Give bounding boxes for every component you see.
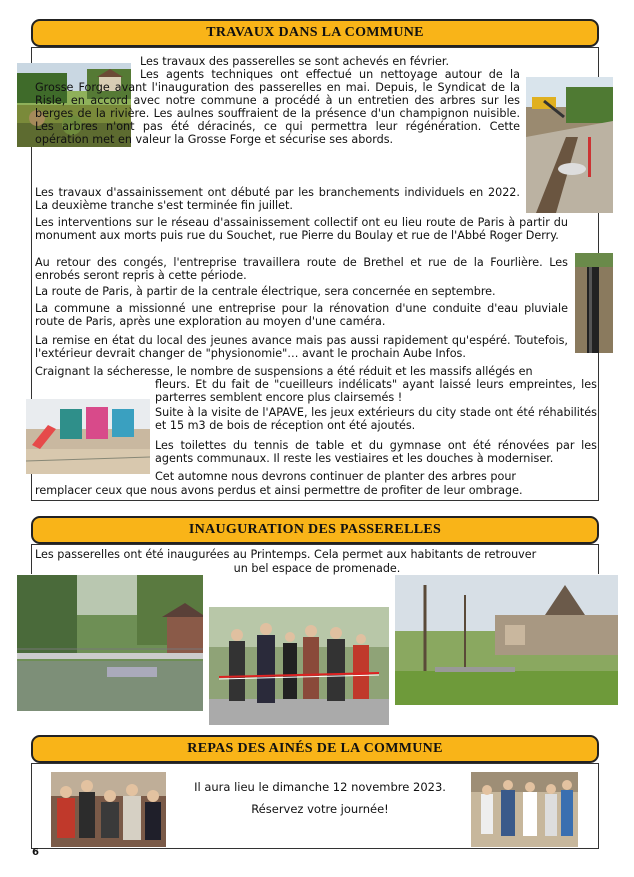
photo-conduite <box>575 253 613 353</box>
p1: Les travaux des passerelles se sont achevés en février. <box>140 55 450 68</box>
photo-inauguration-ruban <box>209 607 389 725</box>
repas-line2: Réservez votre journée! <box>251 802 389 816</box>
photo-aines-groupe <box>51 772 166 847</box>
p8: La remise en état du local des jeunes avance mais pas aussi rapidement qu'espéré. Toutefois, l'extérieur devrait changer de "physionomie"… avant le prochain Aube Infos. <box>35 334 568 361</box>
photo-village-passerelle <box>395 575 618 705</box>
inauguration-line2: un bel espace de promenade. <box>233 562 401 575</box>
p11: Les toilettes du tennis de table et du gymnase ont été rénovées par les agents communaux. Il reste les vestiaires et les douches à moderniser. <box>155 439 597 466</box>
photo-travaux-excavation <box>526 77 613 213</box>
section-title: REPAS DES AINÉS DE LA COMMUNE <box>187 741 443 756</box>
section-title: INAUGURATION DES PASSERELLES <box>188 522 442 537</box>
p4: Les interventions sur le réseau d'assainissement collectif ont eu lieu route de Paris à partir du monument aux morts puis rue du Souchet, rue Pierre du Boulay et rue de l'Abbé Roger Derry. <box>35 216 568 243</box>
p7: La commune a missionné une entreprise pour la rénovation d'une conduite d'eau pluviale route de Paris, après une exploration au moyen d'une caméra. <box>35 302 568 329</box>
photo-city-stade <box>26 399 150 474</box>
p9a: Craignant la sécheresse, le nombre de suspensions a été réduit et les massifs allégés en <box>35 365 533 378</box>
p10: Suite à la visite de l'APAVE, les jeux extérieurs du city stade ont été réhabilités et 15 m3 de bois de réception ont été ajoutés. <box>155 406 597 433</box>
repas-line1: Il aura lieu le dimanche 12 novembre 2023. <box>194 780 446 794</box>
p9b: fleurs. Et du fait de "cueilleurs indélicats" ayant laissé leurs empreintes, les parterres semblent encore plus clairsemés ! <box>155 378 597 405</box>
p12b: remplacer ceux que nous avons perdus et ainsi permettre de profiter de leur ombrage. <box>35 484 523 497</box>
section-banner-travaux <box>31 19 599 47</box>
photo-aines-danse <box>471 772 578 847</box>
photo-passerelle-riviere <box>17 575 203 711</box>
inauguration-line1: Les passerelles ont été inaugurées au Printemps. Cela permet aux habitants de retrouver <box>35 548 537 561</box>
section-banner-repas <box>31 735 599 763</box>
section-banner-inauguration <box>31 516 599 544</box>
p6: La route de Paris, à partir de la centrale électrique, sera concernée en septembre. <box>35 285 496 298</box>
p3: Les travaux d'assainissement ont débuté par les branchements individuels en 2022. La deuxième tranche s'est terminée fin juillet. <box>35 186 520 213</box>
page-number: 6 <box>32 847 39 858</box>
p12a: Cet automne nous devrons continuer de planter des arbres pour <box>155 470 517 483</box>
p5: Au retour des congés, l'entreprise travaillera route de Brethel et rue de la Fourlière. Les enrobés seront repris à cette période. <box>35 256 568 283</box>
p2-forge: Les agents techniques ont effectué un nettoyage autour de la Grosse Forge avant l'inauguration des passerelles en mai. Depuis, le Syndicat de la Risle, en accord avec notre commune a procédé à un entretien des arbres sur les berges de la rivière. Les aulnes souffraient de la présence d'un champignon nuisible. Les arbres n'ont pas été déracinés, ce qui permettra leur régénération. Cette opération met en valeur la Grosse Forge et sécurise ses abords. <box>35 68 520 147</box>
section-title: TRAVAUX DANS LA COMMUNE <box>206 25 424 40</box>
